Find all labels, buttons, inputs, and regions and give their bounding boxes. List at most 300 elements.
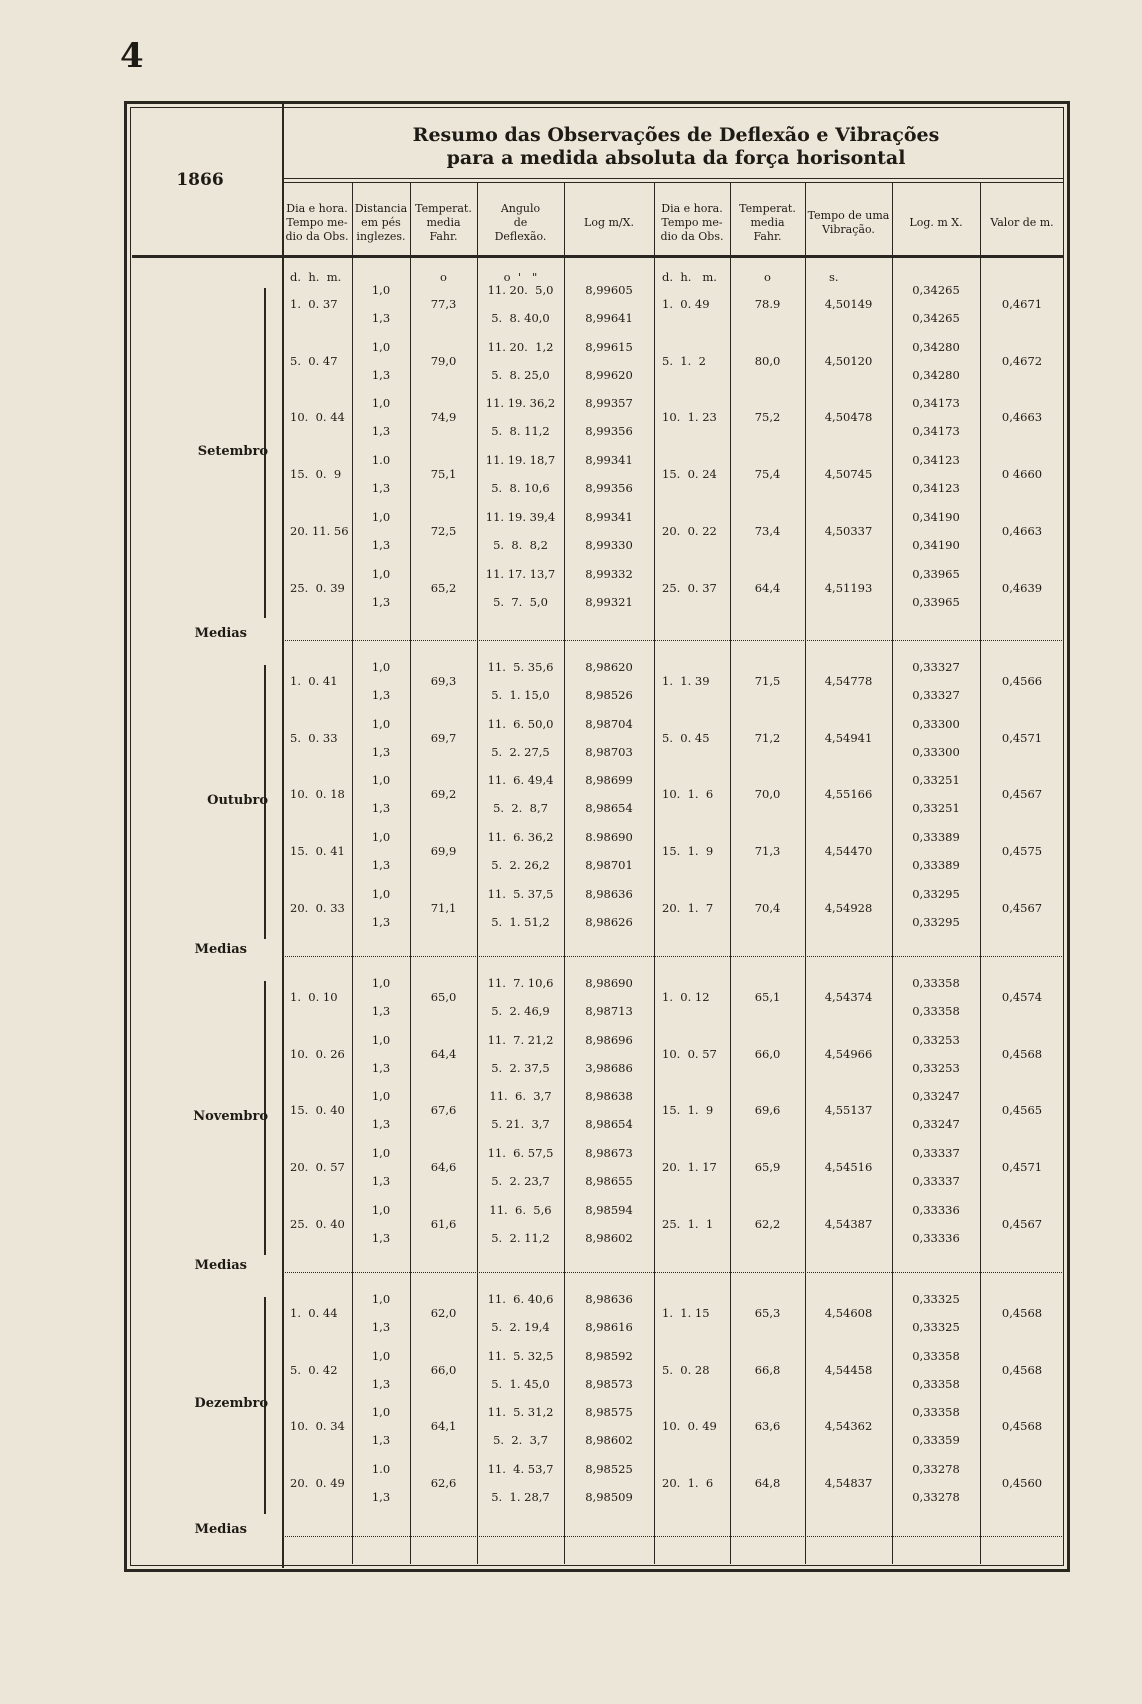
medias-dotted-rule [282, 640, 1062, 641]
vibration-time: 4,50478 [824, 410, 873, 425]
column-header-line: Tempo de uma [807, 209, 890, 222]
deflection-angle: 5. 2. 37,5 [491, 1060, 550, 1075]
log-mx-value: 0,33300 [912, 716, 960, 731]
vib-datetime: 20. 1. 7 [662, 900, 714, 915]
temperature-value: 75,1 [430, 467, 457, 482]
column-divider [805, 182, 806, 1564]
log-mx-value: 0,33336 [912, 1230, 960, 1245]
vibration-time: 4,54458 [824, 1362, 873, 1377]
vibration-time: 4,55137 [824, 1103, 873, 1118]
log-m-x-value: 8,98575 [585, 1405, 633, 1420]
vibration-time: 4,54516 [824, 1160, 873, 1175]
column-header-line: media [426, 216, 461, 229]
obs-datetime: 15. 0. 40 [290, 1103, 345, 1118]
log-m-x-value: 8,98626 [585, 914, 633, 929]
column-header-line: Distancia [354, 202, 408, 215]
log-m-x-value: 8,99615 [585, 339, 633, 354]
obs-datetime: 5. 0. 33 [290, 730, 338, 745]
column-header-line: Fahr. [753, 230, 782, 243]
vib-datetime: 10. 1. 6 [662, 787, 714, 802]
log-mx-value: 0,34123 [912, 481, 960, 496]
vib-temperature: 71,5 [754, 674, 781, 688]
obs-datetime: 15. 0. 9 [290, 467, 342, 482]
log-mx-value: 0,33253 [912, 1032, 960, 1047]
log-m-x-value: 8,98509 [585, 1490, 633, 1505]
vib-temperature: 80,0 [754, 353, 781, 368]
distance-value: 1.0 [371, 1462, 391, 1477]
stub-divider [282, 104, 284, 1568]
log-m-x-value: 8,98713 [585, 1004, 633, 1018]
deflection-angle: 11. 19. 36,2 [485, 396, 556, 411]
distance-value: 1.0 [371, 453, 391, 468]
column-header-8 [805, 193, 892, 253]
m-value: 0,4568 [1001, 1362, 1043, 1377]
log-mx-value: 0,33389 [912, 858, 960, 873]
column-header-line: Tempo me- [661, 216, 723, 229]
deflection-angle: 5. 2. 26,2 [491, 858, 550, 873]
deflection-angle: 5. 7. 5,0 [493, 594, 548, 609]
column-header-line: Valor de m. [990, 216, 1054, 229]
log-m-x-value: 8,99332 [585, 566, 633, 581]
unit-seconds: s. [829, 270, 839, 284]
log-mx-value: 0,33336 [912, 1202, 960, 1217]
log-m-x-value: 8,98602 [585, 1230, 633, 1245]
obs-datetime: 25. 0. 39 [290, 580, 345, 595]
column-header-1 [282, 193, 352, 253]
log-m-x-value: 8,98594 [585, 1202, 633, 1217]
deflection-angle: 5. 21. 3,7 [491, 1117, 550, 1132]
vib-datetime: 1. 0. 12 [662, 990, 710, 1004]
distance-value: 1,0 [371, 1405, 391, 1420]
deflection-angle: 11. 6. 50,0 [487, 716, 554, 731]
log-m-x-value: 8,98616 [585, 1320, 633, 1334]
vib-datetime: 25. 1. 1 [662, 1216, 714, 1231]
month-label: Outubro [207, 792, 268, 808]
deflection-angle: 11. 5. 31,2 [487, 1405, 554, 1420]
log-m-x-value: 8,99356 [585, 424, 633, 439]
column-header-line: Dia e hora. [661, 202, 723, 215]
vibration-time: 4,54387 [824, 1216, 873, 1231]
deflection-angle: 5. 2. 23,7 [491, 1174, 550, 1189]
column-header-line: Angulo [500, 202, 541, 215]
column-header-line: media [750, 216, 785, 229]
column-divider [410, 182, 411, 1564]
distance-value: 1,0 [371, 1032, 391, 1047]
medias-dotted-rule [282, 1536, 1062, 1537]
temperature-value: 77,3 [430, 297, 457, 311]
log-m-x-value: 8,99641 [585, 311, 633, 325]
log-m-x-value: 8,98701 [585, 858, 633, 873]
temperature-value: 69,2 [430, 787, 457, 802]
log-mx-value: 0,33325 [912, 1292, 960, 1306]
vib-temperature: 65,3 [754, 1306, 781, 1320]
log-mx-value: 0,34280 [912, 339, 960, 354]
title-line-1: Resumo das Observações de Deflexão e Vibrações [412, 124, 940, 146]
month-label: Setembro [197, 444, 268, 460]
column-header-line: Deflexão. [494, 230, 547, 243]
medias-label: Medias [194, 1258, 247, 1273]
m-value: 0,4567 [1001, 787, 1043, 802]
distance-value: 1,0 [371, 716, 391, 731]
distance-value: 1,0 [371, 339, 391, 354]
deflection-angle: 11. 6. 57,5 [487, 1146, 554, 1161]
medias-label: Medias [194, 626, 247, 641]
deflection-angle: 11. 19. 39,4 [485, 509, 556, 524]
distance-value: 1,0 [371, 283, 391, 297]
distance-value: 1,0 [371, 1202, 391, 1217]
distance-value: 1,0 [371, 509, 391, 524]
log-mx-value: 0,34123 [912, 453, 960, 468]
obs-datetime: 10. 0. 26 [290, 1046, 345, 1061]
unit-day-hour: d. h. m. [290, 270, 342, 284]
vibration-time: 4,55166 [824, 787, 873, 802]
temperature-value: 71,1 [430, 900, 457, 915]
vibration-time: 4,54608 [824, 1306, 873, 1320]
m-value: 0,4575 [1001, 844, 1043, 859]
m-value: 0,4671 [1001, 297, 1043, 311]
log-mx-value: 0,34173 [912, 396, 960, 411]
temperature-value: 65,2 [430, 580, 457, 595]
distance-value: 1,3 [371, 1004, 391, 1018]
vib-temperature: 73,4 [754, 523, 781, 538]
log-m-x-value: 8,99357 [585, 396, 633, 411]
medias-dotted-rule [282, 956, 1062, 957]
deflection-angle: 11. 6. 49,4 [487, 773, 554, 788]
log-mx-value: 0,33358 [912, 1405, 960, 1420]
deflection-angle: 11. 4. 53,7 [487, 1462, 554, 1477]
vibration-time: 4,54778 [824, 674, 873, 688]
month-label: Dezembro [194, 1396, 268, 1412]
column-divider [730, 182, 731, 1564]
vibration-time: 4,54941 [824, 730, 873, 745]
vib-datetime: 15. 1. 9 [662, 844, 714, 859]
m-value: 0,4663 [1001, 410, 1043, 425]
log-mx-value: 0,33337 [912, 1146, 960, 1161]
vib-temperature: 71,3 [754, 844, 781, 859]
column-header-7 [730, 193, 805, 253]
vib-datetime: 1. 1. 15 [662, 1306, 710, 1320]
vibration-time: 4,54837 [824, 1476, 873, 1491]
log-mx-value: 0,33251 [912, 801, 960, 816]
log-m-x-value: 8,98525 [585, 1462, 633, 1477]
log-m-x-value: 8,99341 [585, 453, 633, 468]
unit-day-hour-2: d. h. m. [662, 270, 717, 284]
deflection-angle: 11. 17. 13,7 [485, 566, 556, 581]
column-header-10 [980, 193, 1064, 253]
vib-datetime: 1. 1. 39 [662, 674, 710, 688]
distance-value: 1,0 [371, 1292, 391, 1306]
distance-value: 1,0 [371, 1348, 391, 1363]
log-m-x-value: 8,99341 [585, 509, 633, 524]
distance-value: 1,0 [371, 396, 391, 411]
distance-value: 1,0 [371, 830, 391, 845]
vib-temperature: 78.9 [754, 297, 781, 311]
page-number: 4 [120, 36, 144, 76]
medias-label: Medias [194, 1522, 247, 1537]
deflection-angle: 5. 1. 51,2 [491, 914, 550, 929]
log-m-x-value: 8,98703 [585, 744, 633, 759]
log-m-x-value: 8,98654 [585, 801, 633, 816]
column-header-5 [564, 193, 654, 253]
m-value: 0,4567 [1001, 900, 1043, 915]
log-m-x-value: 8,99620 [585, 367, 633, 382]
unit-temperature: o [440, 270, 447, 284]
distance-value: 1,3 [371, 914, 391, 929]
log-mx-value: 0,33965 [912, 566, 960, 581]
log-m-x-value: 8.98690 [585, 830, 633, 845]
log-m-x-value: 8,99605 [585, 283, 633, 297]
deflection-angle: 11. 20. 1,2 [487, 339, 554, 354]
log-mx-value: 0,33389 [912, 830, 960, 845]
vib-temperature: 69,6 [754, 1103, 781, 1118]
deflection-angle: 5. 8. 8,2 [493, 537, 548, 552]
temperature-value: 66,0 [430, 1362, 457, 1377]
temperature-value: 69,3 [430, 674, 457, 688]
log-mx-value: 0,33965 [912, 594, 960, 609]
distance-value: 1,0 [371, 1146, 391, 1161]
log-mx-value: 0,33358 [912, 1348, 960, 1363]
deflection-angle: 11. 7. 21,2 [487, 1032, 554, 1047]
m-value: 0,4567 [1001, 1216, 1043, 1231]
log-mx-value: 0,33278 [912, 1462, 960, 1477]
deflection-angle: 11. 7. 10,6 [487, 976, 554, 990]
vibration-time: 4,50337 [824, 523, 873, 538]
m-value: 0,4672 [1001, 353, 1043, 368]
log-m-x-value: 8,99321 [585, 594, 633, 609]
deflection-angle: 5. 2. 11,2 [491, 1230, 550, 1245]
vib-temperature: 70,0 [754, 787, 781, 802]
distance-value: 1,3 [371, 1433, 391, 1448]
log-mx-value: 0,33251 [912, 773, 960, 788]
column-header-line: dio da Obs. [660, 230, 724, 243]
column-header-line: Dia e hora. [286, 202, 348, 215]
deflection-angle: 5. 2. 19,4 [491, 1320, 550, 1334]
vib-temperature: 65,9 [754, 1160, 781, 1175]
distance-value: 1,3 [371, 744, 391, 759]
deflection-angle: 5. 1. 45,0 [491, 1376, 550, 1391]
deflection-angle: 5. 2. 46,9 [491, 1004, 550, 1018]
m-value: 0,4568 [1001, 1046, 1043, 1061]
m-value: 0 4660 [1001, 467, 1043, 482]
log-mx-value: 0,33253 [912, 1060, 960, 1075]
deflection-angle: 5. 8. 40,0 [491, 311, 550, 325]
obs-datetime: 20. 0. 49 [290, 1476, 345, 1491]
log-m-x-value: 8,98592 [585, 1348, 633, 1363]
distance-value: 1,3 [371, 1376, 391, 1391]
log-mx-value: 0,33247 [912, 1117, 960, 1132]
title-rule-2 [282, 182, 1064, 183]
log-m-x-value: 8,98636 [585, 886, 633, 901]
distance-value: 1,3 [371, 1117, 391, 1132]
obs-datetime: 10. 0. 34 [290, 1419, 345, 1434]
distance-value: 1,3 [371, 481, 391, 496]
distance-value: 1,3 [371, 1174, 391, 1189]
column-divider [654, 182, 655, 1564]
vib-temperature: 64,4 [754, 580, 781, 595]
vib-datetime: 15. 0. 24 [662, 467, 717, 482]
title-line-2: para a medida absoluta da força horisontal [446, 147, 906, 169]
temperature-value: 74,9 [430, 410, 457, 425]
distance-value: 1,3 [371, 1490, 391, 1505]
vib-datetime: 10. 1. 23 [662, 410, 717, 425]
m-value: 0,4565 [1001, 1103, 1043, 1118]
distance-value: 1,0 [371, 773, 391, 788]
distance-value: 1,0 [371, 660, 391, 674]
log-mx-value: 0,34265 [912, 311, 960, 325]
log-m-x-value: 3,98686 [585, 1060, 633, 1075]
log-m-x-value: 8,98638 [585, 1089, 633, 1104]
log-m-x-value: 8,98673 [585, 1146, 633, 1161]
deflection-angle: 11. 6. 3,7 [489, 1089, 552, 1104]
column-divider [980, 182, 981, 1564]
deflection-angle: 5. 2. 3,7 [493, 1433, 548, 1448]
vib-temperature: 71,2 [754, 730, 781, 745]
obs-datetime: 20. 0. 33 [290, 900, 345, 915]
obs-datetime: 1. 0. 44 [290, 1306, 338, 1320]
vibration-time: 4,54470 [824, 844, 873, 859]
log-mx-value: 0,33325 [912, 1320, 960, 1334]
deflection-angle: 5. 2. 27,5 [491, 744, 550, 759]
distance-value: 1,3 [371, 1060, 391, 1075]
vibration-time: 4,50149 [824, 297, 873, 311]
m-value: 0,4568 [1001, 1306, 1043, 1320]
vib-datetime: 1. 0. 49 [662, 297, 710, 311]
vib-datetime: 5. 0. 45 [662, 730, 710, 745]
vib-datetime: 20. 1. 17 [662, 1160, 717, 1175]
deflection-angle: 5. 2. 8,7 [493, 801, 548, 816]
deflection-angle: 11. 6. 5,6 [489, 1202, 552, 1217]
log-mx-value: 0,33337 [912, 1174, 960, 1189]
column-header-line: em pés [361, 216, 401, 229]
deflection-angle: 11. 5. 37,5 [487, 886, 554, 901]
deflection-angle: 11. 20. 5,0 [487, 283, 554, 297]
log-mx-value: 0,33327 [912, 660, 960, 674]
log-m-x-value: 8,99356 [585, 481, 633, 496]
distance-value: 1,3 [371, 858, 391, 873]
column-header-line: Tempo me- [286, 216, 348, 229]
column-header-4 [477, 193, 564, 253]
vib-datetime: 5. 0. 28 [662, 1362, 710, 1377]
column-header-line: Log. m X. [909, 216, 963, 229]
obs-datetime: 15. 0. 41 [290, 844, 345, 859]
log-mx-value: 0,33295 [912, 914, 960, 929]
obs-datetime: 10. 0. 18 [290, 787, 345, 802]
table-title [282, 124, 1070, 170]
temperature-value: 64,6 [430, 1160, 457, 1175]
vib-temperature: 64,8 [754, 1476, 781, 1491]
medias-label: Medias [194, 942, 247, 957]
temperature-value: 64,4 [430, 1046, 457, 1061]
column-header-line: dio da Obs. [285, 230, 349, 243]
distance-value: 1,0 [371, 1089, 391, 1104]
m-value: 0,4663 [1001, 523, 1043, 538]
year-label: 1866 [176, 170, 224, 190]
obs-datetime: 1. 0. 10 [290, 990, 338, 1004]
m-value: 0,4568 [1001, 1419, 1043, 1434]
log-m-x-value: 8,98690 [585, 976, 633, 990]
deflection-angle: 5. 1. 28,7 [491, 1490, 550, 1505]
month-label: Novembro [193, 1108, 268, 1124]
temperature-value: 62,6 [430, 1476, 457, 1491]
vib-temperature: 66,8 [754, 1362, 781, 1377]
unit-temperature-2: o [764, 270, 771, 284]
medias-dotted-rule [282, 1272, 1062, 1273]
log-m-x-value: 8,98526 [585, 688, 633, 702]
log-m-x-value: 8,98573 [585, 1376, 633, 1391]
m-value: 0,4571 [1001, 730, 1043, 745]
vib-temperature: 66,0 [754, 1046, 781, 1061]
distance-value: 1,0 [371, 976, 391, 990]
log-mx-value: 0,33295 [912, 886, 960, 901]
m-value: 0,4574 [1001, 990, 1043, 1004]
vibration-time: 4,54374 [824, 990, 873, 1004]
distance-value: 1,3 [371, 537, 391, 552]
log-mx-value: 0,34173 [912, 424, 960, 439]
distance-value: 1,3 [371, 424, 391, 439]
column-header-6 [654, 193, 730, 253]
vib-temperature: 70,4 [754, 900, 781, 915]
vibration-time: 4,50745 [824, 467, 873, 482]
m-value: 0,4560 [1001, 1476, 1043, 1491]
deflection-angle: 11. 19. 18,7 [485, 453, 556, 468]
log-mx-value: 0,34280 [912, 367, 960, 382]
log-mx-value: 0,34190 [912, 509, 960, 524]
temperature-value: 64,1 [430, 1419, 457, 1434]
log-mx-value: 0,33247 [912, 1089, 960, 1104]
temperature-value: 65,0 [430, 990, 457, 1004]
obs-datetime: 25. 0. 40 [290, 1216, 345, 1231]
vib-datetime: 20. 0. 22 [662, 523, 717, 538]
log-mx-value: 0,34190 [912, 537, 960, 552]
log-m-x-value: 8,98602 [585, 1433, 633, 1448]
obs-datetime: 1. 0. 37 [290, 297, 338, 311]
deflection-angle: 11. 5. 32,5 [487, 1348, 554, 1363]
title-rule [282, 178, 1064, 179]
obs-datetime: 1. 0. 41 [290, 674, 338, 688]
column-header-line: Temperat. [739, 202, 796, 215]
column-header-2 [352, 193, 410, 253]
vib-temperature: 63,6 [754, 1419, 781, 1434]
obs-datetime: 5. 0. 47 [290, 353, 338, 368]
vibration-time: 4,54928 [824, 900, 873, 915]
distance-value: 1,0 [371, 886, 391, 901]
vibration-time: 4,54966 [824, 1046, 873, 1061]
vibration-time: 4,54362 [824, 1419, 873, 1434]
header-rule [132, 255, 1064, 258]
log-m-x-value: 8,99330 [585, 537, 633, 552]
obs-datetime: 10. 0. 44 [290, 410, 345, 425]
vib-datetime: 10. 0. 49 [662, 1419, 717, 1434]
vib-temperature: 75,4 [754, 467, 781, 482]
column-header-9 [892, 193, 980, 253]
obs-datetime: 20. 11. 56 [290, 523, 349, 538]
deflection-angle: 11. 5. 35,6 [487, 660, 554, 674]
log-mx-value: 0,33358 [912, 1004, 960, 1018]
log-mx-value: 0,33300 [912, 744, 960, 759]
vib-datetime: 5. 1. 2 [662, 353, 706, 368]
distance-value: 1,3 [371, 1320, 391, 1334]
log-mx-value: 0,33358 [912, 1376, 960, 1391]
m-value: 0,4571 [1001, 1160, 1043, 1175]
log-m-x-value: 8,98620 [585, 660, 633, 674]
vib-datetime: 10. 0. 57 [662, 1046, 717, 1061]
distance-value: 1,3 [371, 594, 391, 609]
vibration-time: 4,50120 [824, 353, 873, 368]
obs-datetime: 20. 0. 57 [290, 1160, 345, 1175]
log-mx-value: 0,33359 [912, 1433, 960, 1448]
distance-value: 1,3 [371, 1230, 391, 1245]
log-mx-value: 0,34265 [912, 283, 960, 297]
